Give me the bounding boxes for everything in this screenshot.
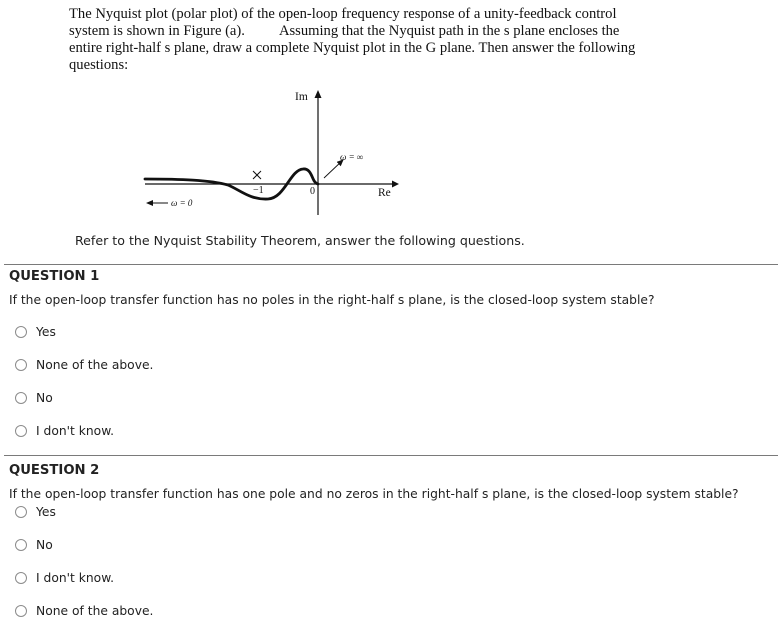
radio-button[interactable] (15, 326, 27, 338)
instruction-text: Refer to the Nyquist Stability Theorem, answer the following questions. (75, 233, 525, 248)
question-2-option-dont-know[interactable] (15, 570, 114, 586)
question-1-divider (4, 264, 778, 265)
option-label: No (36, 391, 53, 405)
option-label: Yes (36, 325, 56, 339)
radio-button[interactable] (15, 359, 27, 371)
re-label: Re (378, 187, 391, 199)
omega-direction-arrow (324, 160, 343, 178)
option-label: None of the above. (36, 358, 154, 372)
minus-one-label: −1 (253, 185, 264, 196)
question-2-text: If the open-loop transfer function has one pole and no zeros in the right-half s plane, is the closed-loop system stable? (9, 487, 739, 501)
question-2-title: QUESTION 2 (9, 463, 100, 478)
problem-line-1: The Nyquist plot (polar plot) of the open-loop frequency response of a unity-feedback control (69, 6, 617, 22)
option-label: Yes (36, 505, 56, 519)
real-axis-arrow (392, 181, 399, 188)
radio-button[interactable] (15, 506, 27, 518)
question-2-option-yes[interactable] (15, 504, 56, 520)
question-1-option-no[interactable] (15, 390, 53, 406)
question-1-option-yes[interactable] (15, 324, 56, 340)
option-label: I don't know. (36, 424, 115, 438)
option-label: I don't know. (36, 571, 115, 585)
origin-label: 0 (310, 186, 315, 197)
radio-button[interactable] (15, 539, 27, 551)
nyquist-figure (140, 82, 410, 217)
question-1-option-none-of-the-above[interactable] (15, 357, 153, 373)
critical-point-marker (253, 171, 261, 179)
omega-infinity-label: ω = ∞ (340, 152, 364, 162)
radio-button[interactable] (15, 392, 27, 404)
option-label: None of the above. (36, 604, 154, 618)
question-2-divider (4, 455, 778, 456)
problem-line-4: questions: (69, 57, 129, 73)
problem-line-2 (69, 23, 659, 40)
question-1-option-dont-know[interactable] (15, 423, 114, 439)
question-2-option-no[interactable] (15, 537, 53, 553)
question-1-text: If the open-loop transfer function has no poles in the right-half s plane, is the closed-loop system stable? (9, 293, 655, 307)
problem-line-2b: Assuming that the Nyquist path in the s plane encloses the (278, 23, 620, 39)
radio-button[interactable] (15, 425, 27, 437)
question-1-title: QUESTION 1 (9, 269, 100, 284)
imaginary-axis-arrow (315, 90, 322, 98)
option-label: No (36, 538, 53, 552)
im-label: Im (295, 91, 308, 103)
problem-line-3: entire right-half s plane, draw a complete Nyquist plot in the G plane. Then answer the following (69, 40, 636, 56)
problem-statement (69, 6, 659, 74)
nyquist-plot-svg (140, 82, 410, 217)
radio-button[interactable] (15, 605, 27, 617)
radio-button[interactable] (15, 572, 27, 584)
omega-zero-label: ω = 0 (171, 198, 193, 208)
question-2-option-none-of-the-above[interactable] (15, 603, 153, 619)
problem-line-2a: system is shown in Figure (a). (69, 23, 245, 39)
